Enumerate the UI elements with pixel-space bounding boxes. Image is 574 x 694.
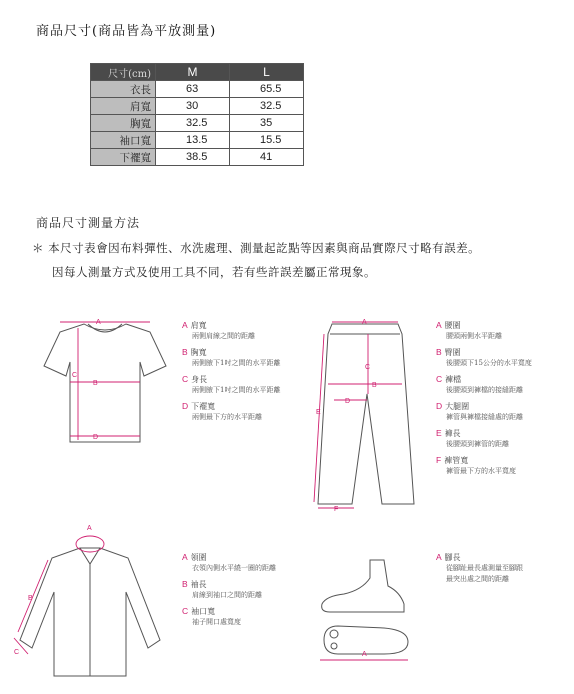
- row-label: 袖口寬: [91, 132, 156, 149]
- legend-item: D 大腿圍 褲管與褲檔接縫處的距離: [436, 401, 523, 421]
- legend-item: A 領圍 衣領內側水平繞一圈的距離: [182, 552, 276, 572]
- size-table-header: [91, 64, 304, 81]
- tshirt-marker-b: B: [93, 380, 98, 387]
- shirt-marker-b: B: [28, 595, 33, 602]
- legend-item: F 褲管寬 褲管最下方的水平寬度: [436, 455, 516, 475]
- size-header-label: 尺寸(cm): [91, 64, 156, 81]
- legend-item: B 袖長 肩線到袖口之間的距離: [182, 579, 262, 599]
- legend-item: C 身長 兩側腋下1吋之間的水平距離: [182, 374, 281, 394]
- table-row: [91, 98, 304, 115]
- shirt-diagram: [10, 520, 170, 680]
- size-header-m: M: [156, 64, 230, 81]
- foot-side-outline: [322, 560, 404, 612]
- foot-diagram: [314, 556, 414, 666]
- legend-item: A 腰圍 腰頭兩側水平距離: [436, 320, 502, 340]
- legend-item: B 臀圍 後腰頭下15公分的水平寬度: [436, 347, 532, 367]
- legend-item: B 胸寬 兩側腋下1吋之間的水平距離: [182, 347, 281, 367]
- shirt-legend: [182, 552, 276, 633]
- legend-item: A 肩寬 兩側肩線之間的距離: [182, 320, 255, 340]
- foot-legend: [436, 552, 523, 590]
- note-line-1: ＊ 本尺寸表會因布料彈性、水洗處理、測量起訖點等因素與商品實際尺寸略有誤差。: [32, 241, 481, 255]
- tshirt-outline: [44, 324, 166, 442]
- row-label: 下襬寬: [91, 149, 156, 166]
- row-label: 衣長: [91, 81, 156, 98]
- legend-item: D 下襬寬 兩側最下方的水平距離: [182, 401, 262, 421]
- cell-value: 30: [156, 98, 230, 115]
- pants-marker-e: E: [316, 409, 321, 416]
- size-header-l: L: [230, 64, 304, 81]
- legend-item: C 褲檔 後腰頭到褲檔的接縫距離: [436, 374, 523, 394]
- cell-value: 32.5: [156, 115, 230, 132]
- table-row: [91, 81, 304, 98]
- foot-top-outline: [324, 626, 408, 654]
- table-row: [91, 149, 304, 166]
- note-line-2: 因每人測量方式及使用工具不同，若有些許誤差屬正常現象。: [52, 265, 376, 279]
- shirt-marker-c: C: [14, 649, 20, 656]
- method-title: 商品尺寸測量方法: [36, 216, 141, 230]
- pants-marker-d: D: [345, 398, 351, 405]
- page-title: 商品尺寸(商品皆為平放測量): [36, 24, 217, 39]
- cell-value: 13.5: [156, 132, 230, 149]
- foot-marker-a: A: [362, 651, 367, 658]
- pants-diagram: [310, 314, 420, 512]
- cell-value: 15.5: [230, 132, 304, 149]
- cell-value: 65.5: [230, 81, 304, 98]
- tshirt-diagram: [40, 314, 170, 446]
- cell-value: 63: [156, 81, 230, 98]
- pants-marker-f: F: [334, 506, 339, 512]
- tshirt-marker-d: D: [93, 434, 99, 441]
- legend-item: C 袖口寬 袖子開口處寬度: [182, 606, 241, 626]
- tshirt-marker-c: C: [72, 372, 78, 379]
- cell-value: 32.5: [230, 98, 304, 115]
- legend-item: A 腳長 從腳趾最長處測量至腳跟 最突出處之間的距離: [436, 552, 523, 583]
- table-row: [91, 115, 304, 132]
- legend-item: E 褲長 後腰頭到褲管的距離: [436, 428, 509, 448]
- pants-outline: [318, 324, 414, 504]
- pants-marker-a: A: [362, 319, 367, 326]
- tshirt-legend: [182, 320, 280, 428]
- size-table: [90, 63, 304, 166]
- table-row: [91, 132, 304, 149]
- row-label: 胸寬: [91, 115, 156, 132]
- cell-value: 41: [230, 149, 304, 166]
- row-label: 肩寬: [91, 98, 156, 115]
- tshirt-marker-a: A: [96, 319, 101, 326]
- pants-marker-b: B: [372, 382, 377, 389]
- cell-value: 35: [230, 115, 304, 132]
- pants-marker-c: C: [365, 364, 371, 371]
- cell-value: 38.5: [156, 149, 230, 166]
- pants-legend: [436, 320, 532, 482]
- shirt-marker-a: A: [87, 525, 92, 532]
